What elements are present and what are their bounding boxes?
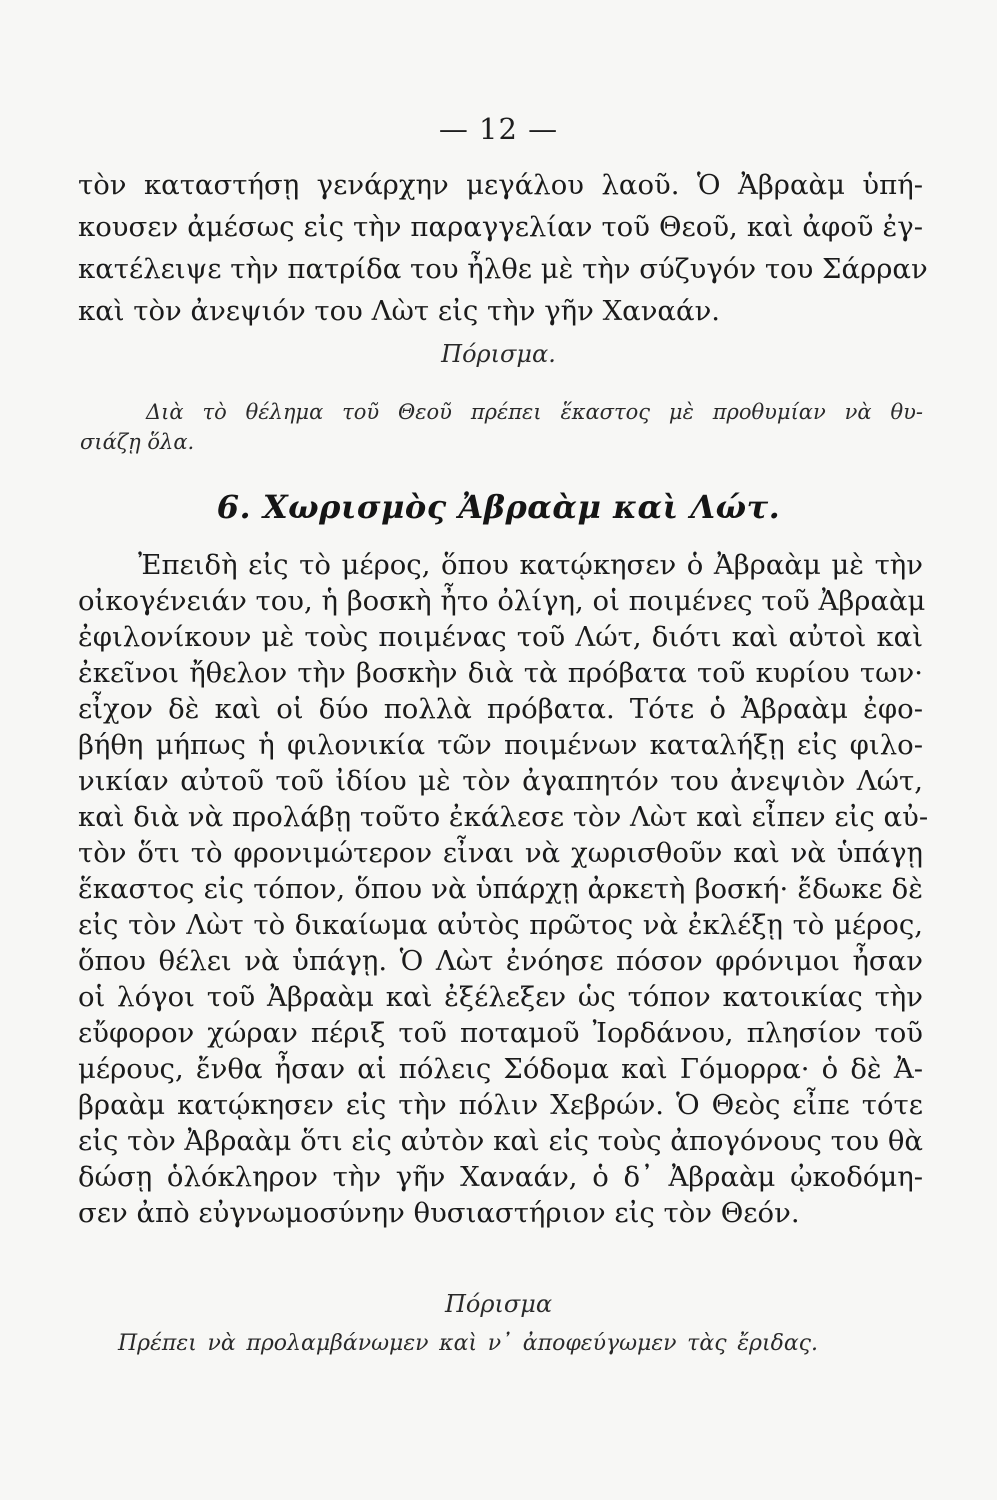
text-line: ἐφιλονίκουν μὲ τοὺς ποιμένας τοῦ Λώτ, διότι καὶ αὐτοὶ καὶ bbox=[78, 621, 923, 653]
text-line: καὶ τὸν ἀνεψιόν του Λὼτ εἰς τὴν γῆν Χαναάν. bbox=[78, 295, 721, 327]
text-line: τὸν ὅτι τὸ φρονιμώτερον εἶναι νὰ χωρισθοῦν καὶ νὰ ὑπάγῃ bbox=[78, 837, 923, 869]
text-line: κατέλειψε τὴν πατρίδα του ἦλθε μὲ τὴν σύζυγόν του Σάρραν bbox=[78, 253, 928, 285]
porisma-heading: Πόρισμα. bbox=[441, 340, 556, 368]
text-line: οἰκογένειάν του, ἡ βοσκὴ ἦτο ὀλίγη, οἱ ποιμένες τοῦ Ἀβραὰμ bbox=[78, 585, 926, 617]
text-line: μέρους, ἔνθα ἦσαν αἱ πόλεις Σόδομα καὶ Γόμορρα· ὁ δὲ Ἀ- bbox=[78, 1053, 923, 1085]
text-line: σεν ἀπὸ εὐγνωμοσύνην θυσιαστήριον εἰς τὸν Θεόν. bbox=[78, 1197, 800, 1229]
text-line: βήθη μήπως ἡ φιλονικία τῶν ποιμένων καταλήξῃ εἰς φιλο- bbox=[78, 729, 923, 761]
text-line: βραὰμ κατῴκησεν εἰς τὴν πόλιν Χεβρών. Ὁ Θεὸς εἶπε τότε bbox=[78, 1089, 923, 1121]
text-line: εἰς τὸν Λὼτ τὸ δικαίωμα αὐτὸς πρῶτος νὰ ἐκλέξῃ τὸ μέρος, bbox=[78, 909, 923, 941]
text-line: Ἐπειδὴ εἰς τὸ μέρος, ὅπου κατῴκησεν ὁ Ἀβραὰμ μὲ τὴν bbox=[138, 549, 923, 581]
text-line: δώσῃ ὁλόκληρον τὴν γῆν Χαναάν, ὁ δ᾽ Ἀβραὰμ ᾠκοδόμη- bbox=[78, 1161, 923, 1193]
text-line: ἕκαστος εἰς τόπον, ὅπου νὰ ὑπάρχῃ ἀρκετὴ βοσκή· ἔδωκε δὲ bbox=[78, 873, 923, 905]
section-title: 6. Χωρισμὸς Ἀβραὰμ καὶ Λώτ. bbox=[216, 488, 781, 526]
page-number: — 12 — bbox=[438, 112, 559, 146]
text-line: ἐκεῖνοι ἤθελον τὴν βοσκὴν διὰ τὰ πρόβατα τοῦ κυρίου των· bbox=[78, 657, 923, 689]
porisma-line: Διὰ τὸ θέλημα τοῦ Θεοῦ πρέπει ἕκαστος μὲ προθυμίαν νὰ θυ- bbox=[146, 400, 923, 424]
porisma-line: σιάζῃ ὅλα. bbox=[80, 430, 195, 454]
text-line: εἶχον δὲ καὶ οἱ δύο πολλὰ πρόβατα. Τότε ὁ Ἀβραὰμ ἐφο- bbox=[78, 693, 923, 725]
porisma-heading: Πόρισμα bbox=[444, 1290, 553, 1318]
porisma-line: Πρέπει νὰ προλαμβάνωμεν καὶ ν᾽ ἀποφεύγωμεν τὰς ἔριδας. bbox=[118, 1331, 818, 1356]
text-line: τὸν καταστήσῃ γενάρχην μεγάλου λαοῦ. Ὁ Ἀβραὰμ ὑπή- bbox=[78, 169, 923, 201]
text-line: καὶ διὰ νὰ προλάβῃ τοῦτο ἐκάλεσε τὸν Λὼτ καὶ εἶπεν εἰς αὐ- bbox=[78, 801, 929, 833]
text-line: οἱ λόγοι τοῦ Ἀβραὰμ καὶ ἐξέλεξεν ὡς τόπον κατοικίας τὴν bbox=[78, 981, 923, 1013]
text-line: νικίαν αὐτοῦ τοῦ ἰδίου μὲ τὸν ἀγαπητόν του ἀνεψιὸν Λώτ, bbox=[78, 765, 923, 797]
text-line: εἰς τὸν Ἀβραὰμ ὅτι εἰς αὐτὸν καὶ εἰς τοὺς ἀπογόνους του θὰ bbox=[78, 1125, 923, 1157]
text-line: εὔφορον χώραν πέριξ τοῦ ποταμοῦ Ἰορδάνου, πλησίον τοῦ bbox=[78, 1017, 923, 1049]
text-line: κουσεν ἀμέσως εἰς τὴν παραγγελίαν τοῦ Θεοῦ, καὶ ἀφοῦ ἐγ- bbox=[78, 211, 923, 243]
text-line: ὅπου θέλει νὰ ὑπάγῃ. Ὁ Λὼτ ἐνόησε πόσον φρόνιμοι ἦσαν bbox=[78, 945, 923, 977]
